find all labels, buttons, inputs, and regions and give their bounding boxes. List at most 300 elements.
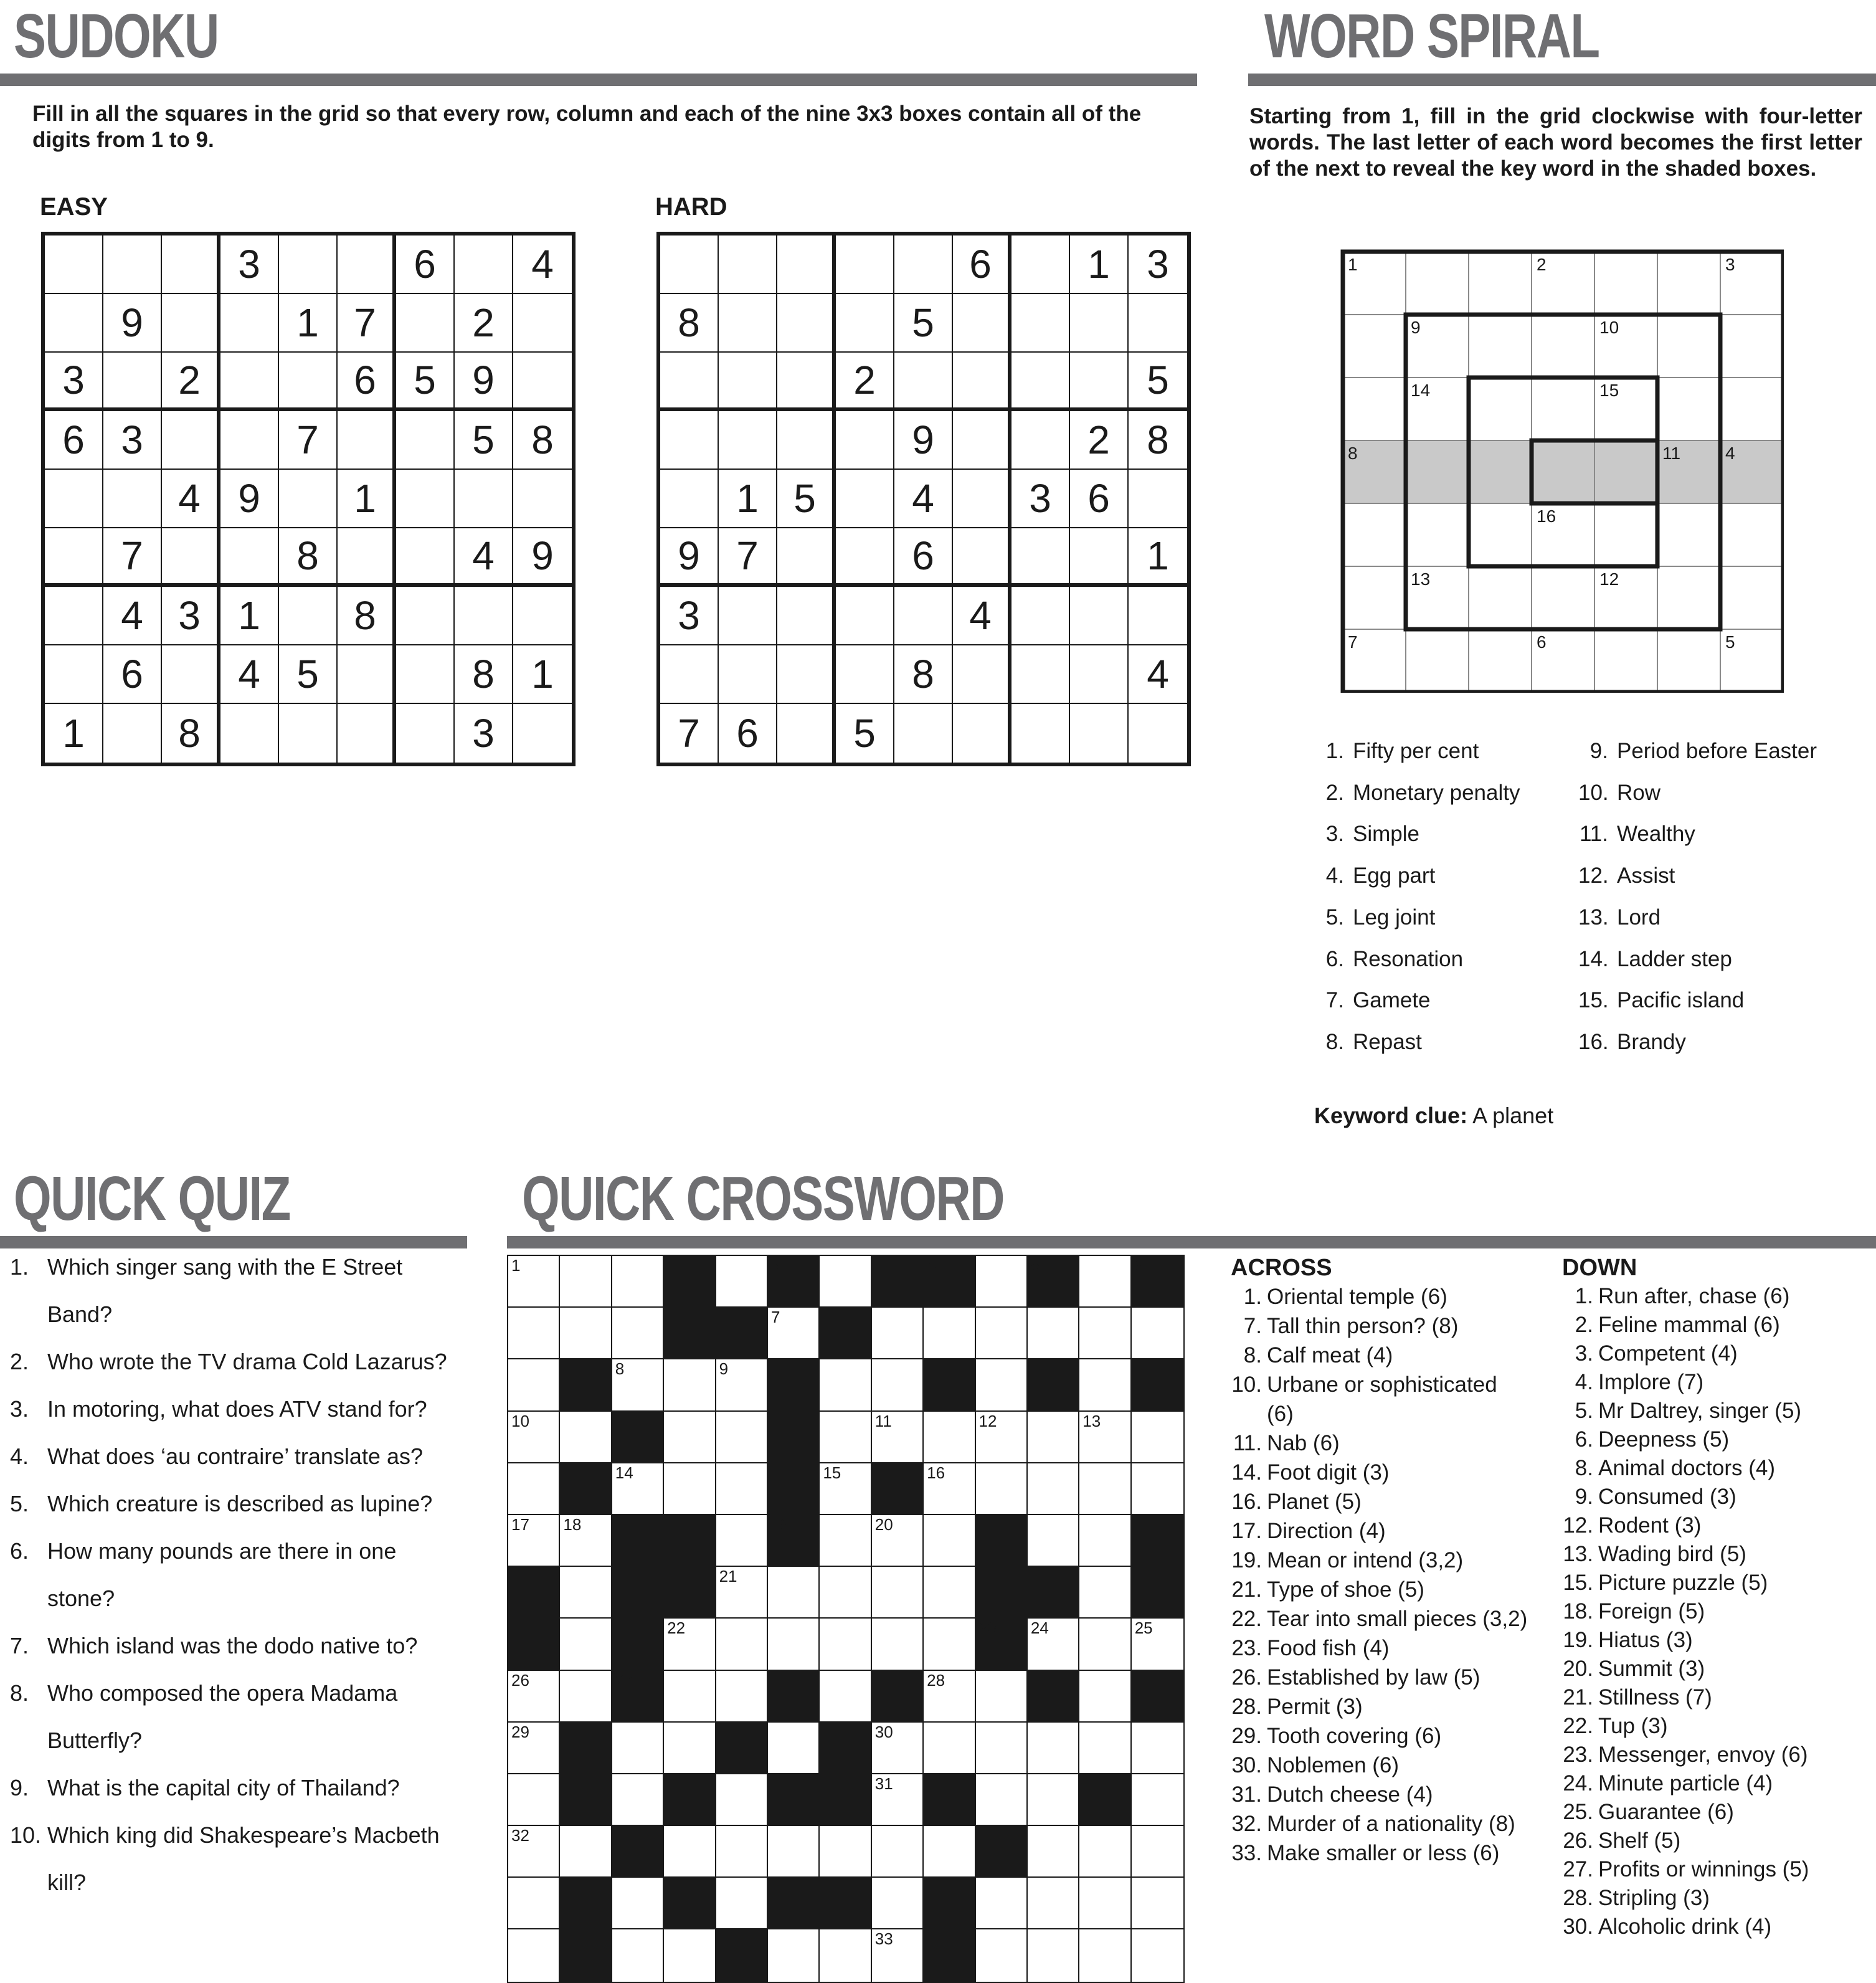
sudoku-cell[interactable]: 3 [162, 587, 220, 645]
crossword-cell[interactable] [976, 1463, 1028, 1515]
sudoku-cell[interactable]: 4 [455, 528, 513, 587]
crossword-cell[interactable] [664, 1826, 716, 1878]
sudoku-cell[interactable] [1129, 294, 1187, 353]
crossword-cell[interactable] [716, 1826, 768, 1878]
sudoku-cell[interactable] [396, 704, 455, 763]
sudoku-cell[interactable] [836, 411, 894, 470]
crossword-cell[interactable] [612, 1308, 664, 1359]
sudoku-cell[interactable] [396, 587, 455, 645]
sudoku-cell[interactable]: 4 [220, 645, 279, 704]
sudoku-cell[interactable] [1129, 587, 1187, 645]
crossword-cell[interactable] [508, 1723, 560, 1774]
crossword-cell[interactable] [820, 1359, 871, 1411]
sudoku-cell[interactable]: 3 [1129, 235, 1187, 294]
sudoku-cell[interactable] [1011, 528, 1070, 587]
crossword-cell[interactable] [664, 1412, 716, 1463]
sudoku-cell[interactable] [894, 235, 953, 294]
sudoku-cell[interactable] [1129, 470, 1187, 528]
sudoku-cell[interactable]: 5 [279, 645, 338, 704]
sudoku-cell[interactable]: 8 [455, 645, 513, 704]
sudoku-cell[interactable] [220, 528, 279, 587]
crossword-cell[interactable] [1132, 1929, 1183, 1981]
sudoku-cell[interactable] [220, 411, 279, 470]
sudoku-cell[interactable]: 3 [455, 704, 513, 763]
sudoku-cell[interactable]: 3 [103, 411, 162, 470]
crossword-cell[interactable] [768, 1723, 820, 1774]
sudoku-cell[interactable] [953, 528, 1011, 587]
crossword-cell[interactable] [820, 1619, 871, 1670]
crossword-cell[interactable] [560, 1671, 612, 1723]
crossword-cell[interactable] [560, 1826, 612, 1878]
crossword-cell[interactable] [924, 1826, 975, 1878]
crossword-cell[interactable] [716, 1256, 768, 1308]
sudoku-cell[interactable] [396, 411, 455, 470]
crossword-cell[interactable] [716, 1463, 768, 1515]
sudoku-cell[interactable] [45, 645, 103, 704]
sudoku-cell[interactable] [45, 470, 103, 528]
sudoku-cell[interactable]: 7 [103, 528, 162, 587]
sudoku-cell[interactable]: 6 [396, 235, 455, 294]
sudoku-cell[interactable]: 3 [1011, 470, 1070, 528]
sudoku-cell[interactable]: 1 [719, 470, 777, 528]
sudoku-cell[interactable] [719, 587, 777, 645]
sudoku-cell[interactable] [162, 411, 220, 470]
sudoku-cell[interactable] [719, 235, 777, 294]
crossword-cell-number: 32 [511, 1826, 529, 1845]
keyword-value: A planet [1472, 1103, 1554, 1128]
sudoku-cell[interactable] [1011, 353, 1070, 411]
crossword-cell[interactable] [1132, 1774, 1183, 1826]
crossword-cell[interactable] [924, 1515, 975, 1567]
crossword-cell[interactable] [508, 1412, 560, 1463]
sudoku-cell[interactable] [836, 294, 894, 353]
crossword-cell[interactable] [1079, 1878, 1131, 1929]
crossword-cell[interactable] [612, 1359, 664, 1411]
clue-number: 30. [1231, 1753, 1262, 1777]
sudoku-cell[interactable] [279, 470, 338, 528]
crossword-cell[interactable] [820, 1256, 871, 1308]
sudoku-cell[interactable]: 3 [45, 353, 103, 411]
sudoku-cell[interactable] [45, 294, 103, 353]
crossword-cell[interactable] [1132, 1412, 1183, 1463]
sudoku-cell[interactable] [45, 235, 103, 294]
crossword-cell[interactable] [872, 1359, 924, 1411]
sudoku-cell[interactable]: 6 [894, 528, 953, 587]
crossword-cell[interactable] [1132, 1619, 1183, 1670]
crossword-cell[interactable] [1028, 1463, 1079, 1515]
sudoku-cell[interactable] [162, 235, 220, 294]
sudoku-cell[interactable] [513, 704, 572, 763]
sudoku-cell[interactable] [162, 294, 220, 353]
sudoku-cell[interactable]: 7 [719, 528, 777, 587]
sudoku-cell[interactable]: 6 [1070, 470, 1129, 528]
crossword-cell[interactable] [1028, 1929, 1079, 1981]
sudoku-cell[interactable] [777, 528, 836, 587]
sudoku-cell[interactable] [777, 645, 836, 704]
spiral-clue-text: Lord [1617, 905, 1661, 930]
sudoku-cell[interactable] [396, 470, 455, 528]
crossword-cell[interactable] [872, 1619, 924, 1670]
crossword-cell[interactable] [820, 1515, 871, 1567]
crossword-cell[interactable] [768, 1619, 820, 1670]
sudoku-cell[interactable]: 8 [660, 294, 719, 353]
crossword-cell[interactable] [1028, 1826, 1079, 1878]
crossword-cell[interactable] [612, 1463, 664, 1515]
crossword-cell[interactable] [560, 1256, 612, 1308]
crossword-cell[interactable] [872, 1878, 924, 1929]
crossword-cell[interactable] [976, 1256, 1028, 1308]
clue-number: 22. [1231, 1607, 1262, 1631]
sudoku-cell[interactable]: 9 [894, 411, 953, 470]
sudoku-cell[interactable]: 9 [455, 353, 513, 411]
sudoku-cell[interactable] [455, 587, 513, 645]
sudoku-cell[interactable]: 5 [396, 353, 455, 411]
sudoku-cell[interactable]: 5 [777, 470, 836, 528]
across-clue [1231, 1487, 1530, 1516]
crossword-cell[interactable] [924, 1308, 975, 1359]
sudoku-cell[interactable] [396, 294, 455, 353]
crossword-cell[interactable] [872, 1929, 924, 1981]
sudoku-cell[interactable] [1011, 645, 1070, 704]
sudoku-cell[interactable]: 9 [220, 470, 279, 528]
crossword-cell[interactable] [1079, 1359, 1131, 1411]
sudoku-cell[interactable] [1011, 411, 1070, 470]
sudoku-cell[interactable] [338, 235, 396, 294]
crossword-cell[interactable] [612, 1774, 664, 1826]
sudoku-cell[interactable] [1011, 587, 1070, 645]
crossword-cell[interactable] [1079, 1463, 1131, 1515]
sudoku-cell[interactable]: 6 [719, 704, 777, 763]
sudoku-cell[interactable] [1070, 704, 1129, 763]
crossword-cell[interactable] [872, 1723, 924, 1774]
crossword-cell[interactable] [1028, 1619, 1079, 1670]
sudoku-cell[interactable] [279, 353, 338, 411]
sudoku-cell[interactable]: 5 [836, 704, 894, 763]
sudoku-cell[interactable] [396, 645, 455, 704]
sudoku-cell[interactable]: 7 [279, 411, 338, 470]
crossword-cell[interactable] [976, 1774, 1028, 1826]
crossword-cell[interactable] [872, 1308, 924, 1359]
crossword-cell[interactable] [872, 1515, 924, 1567]
sudoku-cell[interactable] [513, 470, 572, 528]
crossword-cell[interactable] [872, 1826, 924, 1878]
crossword-cell[interactable] [664, 1723, 716, 1774]
crossword-cell[interactable] [716, 1878, 768, 1929]
crossword-cell[interactable] [1079, 1671, 1131, 1723]
crossword-cell[interactable] [508, 1359, 560, 1411]
sudoku-cell[interactable]: 2 [836, 353, 894, 411]
sudoku-cell[interactable]: 8 [279, 528, 338, 587]
crossword-cell[interactable] [716, 1567, 768, 1619]
crossword-cell[interactable] [1132, 1878, 1183, 1929]
crossword-cell[interactable] [872, 1567, 924, 1619]
sudoku-cell[interactable]: 8 [513, 411, 572, 470]
crossword-cell[interactable] [664, 1929, 716, 1981]
sudoku-cell[interactable]: 2 [455, 294, 513, 353]
crossword-cell[interactable] [1028, 1308, 1079, 1359]
sudoku-cell[interactable] [279, 235, 338, 294]
crossword-cell[interactable] [768, 1308, 820, 1359]
sudoku-cell[interactable] [719, 411, 777, 470]
sudoku-cell[interactable] [338, 645, 396, 704]
sudoku-cell[interactable] [396, 528, 455, 587]
crossword-cell[interactable] [1079, 1826, 1131, 1878]
crossword-cell[interactable] [924, 1412, 975, 1463]
crossword-cell[interactable] [664, 1359, 716, 1411]
crossword-cell[interactable] [768, 1567, 820, 1619]
sudoku-cell[interactable]: 5 [455, 411, 513, 470]
sudoku-cell[interactable]: 3 [660, 587, 719, 645]
crossword-cell[interactable] [976, 1878, 1028, 1929]
crossword-cell[interactable] [508, 1878, 560, 1929]
crossword-cell[interactable] [560, 1412, 612, 1463]
sudoku-cell[interactable] [660, 235, 719, 294]
crossword-cell[interactable] [560, 1567, 612, 1619]
sudoku-cell[interactable]: 1 [338, 470, 396, 528]
crossword-cell[interactable] [508, 1826, 560, 1878]
crossword-cell[interactable] [924, 1671, 975, 1723]
sudoku-cell[interactable]: 6 [338, 353, 396, 411]
sudoku-cell[interactable]: 1 [513, 645, 572, 704]
sudoku-cell[interactable] [953, 470, 1011, 528]
crossword-cell[interactable] [820, 1929, 871, 1981]
crossword-cell[interactable] [820, 1671, 871, 1723]
crossword-cell[interactable] [612, 1256, 664, 1308]
clue-text: Nab (6) [1267, 1431, 1340, 1455]
sudoku-cell[interactable] [660, 411, 719, 470]
sudoku-cell[interactable] [338, 704, 396, 763]
sudoku-cell[interactable] [777, 353, 836, 411]
sudoku-cell[interactable] [220, 294, 279, 353]
crossword-cell[interactable] [1079, 1412, 1131, 1463]
sudoku-cell[interactable] [1070, 528, 1129, 587]
crossword-cell[interactable] [1079, 1929, 1131, 1981]
crossword-cell[interactable] [976, 1412, 1028, 1463]
sudoku-cell[interactable] [836, 470, 894, 528]
sudoku-cell[interactable] [953, 353, 1011, 411]
crossword-cell[interactable] [924, 1619, 975, 1670]
crossword-cell[interactable] [560, 1308, 612, 1359]
sudoku-cell[interactable]: 8 [162, 704, 220, 763]
sudoku-cell[interactable] [1011, 294, 1070, 353]
crossword-cell[interactable] [1079, 1515, 1131, 1567]
sudoku-cell[interactable]: 1 [279, 294, 338, 353]
sudoku-cell[interactable] [162, 645, 220, 704]
crossword-cell[interactable] [664, 1619, 716, 1670]
sudoku-cell[interactable] [953, 704, 1011, 763]
crossword-cell[interactable] [716, 1619, 768, 1670]
sudoku-cell[interactable] [836, 587, 894, 645]
sudoku-cell[interactable] [777, 235, 836, 294]
crossword-cell[interactable] [924, 1567, 975, 1619]
crossword-cell[interactable] [664, 1671, 716, 1723]
sudoku-cell[interactable] [513, 353, 572, 411]
clue-text: Urbane or sophisticated (6) [1267, 1372, 1497, 1426]
sudoku-cell[interactable] [103, 470, 162, 528]
sudoku-cell[interactable] [719, 645, 777, 704]
sudoku-cell[interactable] [1070, 645, 1129, 704]
crossword-cell[interactable] [820, 1412, 871, 1463]
sudoku-cell[interactable]: 1 [1070, 235, 1129, 294]
sudoku-cell[interactable]: 5 [1129, 353, 1187, 411]
crossword-cell[interactable] [1028, 1723, 1079, 1774]
crossword-cell[interactable] [768, 1826, 820, 1878]
crossword-cell[interactable] [768, 1929, 820, 1981]
sudoku-cell[interactable]: 4 [1129, 645, 1187, 704]
crossword-cell[interactable] [560, 1515, 612, 1567]
sudoku-cell[interactable] [836, 645, 894, 704]
clue-number: 26. [1231, 1665, 1262, 1690]
sudoku-cell[interactable]: 8 [338, 587, 396, 645]
sudoku-cell[interactable]: 4 [162, 470, 220, 528]
sudoku-cell[interactable] [719, 294, 777, 353]
sudoku-cell[interactable] [660, 470, 719, 528]
crossword-cell[interactable] [1028, 1412, 1079, 1463]
crossword-cell[interactable] [716, 1774, 768, 1826]
crossword-cell[interactable] [1132, 1308, 1183, 1359]
sudoku-cell[interactable]: 1 [45, 704, 103, 763]
crossword-cell[interactable] [1028, 1878, 1079, 1929]
crossword-cell[interactable] [716, 1671, 768, 1723]
sudoku-cell[interactable] [1011, 235, 1070, 294]
crossword-cell[interactable] [508, 1308, 560, 1359]
crossword-cell[interactable] [924, 1463, 975, 1515]
sudoku-cell[interactable] [455, 235, 513, 294]
crossword-cell[interactable] [508, 1515, 560, 1567]
crossword-cell[interactable] [716, 1412, 768, 1463]
crossword-cell-number: 3 [770, 1256, 780, 1275]
sudoku-cell[interactable] [162, 528, 220, 587]
sudoku-cell[interactable]: 5 [894, 294, 953, 353]
sudoku-cell[interactable] [953, 411, 1011, 470]
sudoku-cell[interactable]: 4 [513, 235, 572, 294]
sudoku-cell[interactable] [953, 645, 1011, 704]
sudoku-cell[interactable] [777, 704, 836, 763]
crossword-cell[interactable] [1132, 1826, 1183, 1878]
sudoku-cell[interactable] [279, 704, 338, 763]
sudoku-cell[interactable] [660, 645, 719, 704]
crossword-cell[interactable] [612, 1723, 664, 1774]
crossword-cell[interactable] [664, 1463, 716, 1515]
sudoku-cell[interactable] [894, 704, 953, 763]
sudoku-cell[interactable] [45, 528, 103, 587]
crossword-cell[interactable] [1028, 1515, 1079, 1567]
sudoku-cell[interactable]: 7 [338, 294, 396, 353]
sudoku-cell[interactable]: 6 [45, 411, 103, 470]
sudoku-cell[interactable] [455, 470, 513, 528]
sudoku-cell[interactable]: 2 [1070, 411, 1129, 470]
sudoku-cell[interactable] [279, 587, 338, 645]
crossword-cell[interactable] [820, 1826, 871, 1878]
sudoku-cell[interactable] [338, 411, 396, 470]
crossword-cell[interactable] [976, 1723, 1028, 1774]
sudoku-cell[interactable]: 1 [220, 587, 279, 645]
sudoku-cell[interactable] [953, 294, 1011, 353]
sudoku-cell[interactable] [513, 587, 572, 645]
sudoku-cell[interactable] [1129, 704, 1187, 763]
clue-text: Stillness (7) [1598, 1685, 1712, 1710]
crossword-cell[interactable] [716, 1515, 768, 1567]
crossword-cell[interactable] [716, 1359, 768, 1411]
sudoku-cell[interactable] [836, 528, 894, 587]
crossword-cell[interactable] [508, 1929, 560, 1981]
sudoku-cell[interactable] [719, 353, 777, 411]
sudoku-cell[interactable] [513, 294, 572, 353]
sudoku-cell[interactable]: 2 [162, 353, 220, 411]
sudoku-cell[interactable]: 3 [220, 235, 279, 294]
sudoku-cell[interactable] [338, 528, 396, 587]
crossword-cell[interactable] [508, 1463, 560, 1515]
sudoku-cell[interactable] [777, 411, 836, 470]
sudoku-cell[interactable] [220, 353, 279, 411]
crossword-cell[interactable] [976, 1359, 1028, 1411]
crossword-cell[interactable] [508, 1256, 560, 1308]
crossword-cell[interactable] [508, 1774, 560, 1826]
sudoku-cell[interactable]: 6 [953, 235, 1011, 294]
sudoku-cell[interactable]: 4 [103, 587, 162, 645]
sudoku-cell[interactable] [1070, 587, 1129, 645]
sudoku-cell[interactable]: 7 [660, 704, 719, 763]
sudoku-cell[interactable] [1011, 704, 1070, 763]
sudoku-cell[interactable] [220, 704, 279, 763]
crossword-cell[interactable] [1079, 1723, 1131, 1774]
sudoku-cell[interactable] [1070, 353, 1129, 411]
sudoku-cell[interactable] [894, 353, 953, 411]
sudoku-cell[interactable] [1070, 294, 1129, 353]
sudoku-cell[interactable]: 4 [894, 470, 953, 528]
crossword-cell[interactable] [1079, 1619, 1131, 1670]
sudoku-cell[interactable] [103, 704, 162, 763]
crossword-block [560, 1723, 612, 1774]
sudoku-cell[interactable]: 1 [1129, 528, 1187, 587]
crossword-cell[interactable] [612, 1878, 664, 1929]
sudoku-cell[interactable]: 8 [1129, 411, 1187, 470]
sudoku-cell[interactable] [103, 353, 162, 411]
crossword-cell[interactable] [976, 1308, 1028, 1359]
crossword-cell[interactable] [1132, 1723, 1183, 1774]
sudoku-cell[interactable] [777, 587, 836, 645]
sudoku-cell[interactable] [836, 235, 894, 294]
sudoku-cell[interactable] [103, 235, 162, 294]
sudoku-cell[interactable] [894, 587, 953, 645]
sudoku-cell[interactable] [660, 353, 719, 411]
sudoku-cell[interactable]: 9 [513, 528, 572, 587]
crossword-cell[interactable] [1079, 1308, 1131, 1359]
sudoku-cell[interactable]: 9 [103, 294, 162, 353]
sudoku-cell[interactable]: 4 [953, 587, 1011, 645]
crossword-cell[interactable] [872, 1412, 924, 1463]
crossword-cell[interactable] [976, 1929, 1028, 1981]
crossword-cell[interactable] [1028, 1774, 1079, 1826]
crossword-cell[interactable] [1079, 1567, 1131, 1619]
crossword-cell[interactable] [508, 1671, 560, 1723]
sudoku-cell[interactable]: 8 [894, 645, 953, 704]
crossword-cell[interactable] [872, 1774, 924, 1826]
crossword-cell[interactable] [820, 1567, 871, 1619]
clue-number: 4. [1575, 1370, 1593, 1394]
crossword-cell[interactable] [976, 1671, 1028, 1723]
crossword-cell[interactable] [820, 1463, 871, 1515]
crossword-cell[interactable] [560, 1619, 612, 1670]
sudoku-cell[interactable] [45, 587, 103, 645]
crossword-cell[interactable] [612, 1929, 664, 1981]
crossword-cell[interactable] [1079, 1256, 1131, 1308]
sudoku-cell[interactable]: 6 [103, 645, 162, 704]
crossword-cell[interactable] [924, 1723, 975, 1774]
sudoku-cell[interactable] [777, 294, 836, 353]
crossword-cell[interactable] [1132, 1463, 1183, 1515]
sudoku-cell[interactable]: 9 [660, 528, 719, 587]
